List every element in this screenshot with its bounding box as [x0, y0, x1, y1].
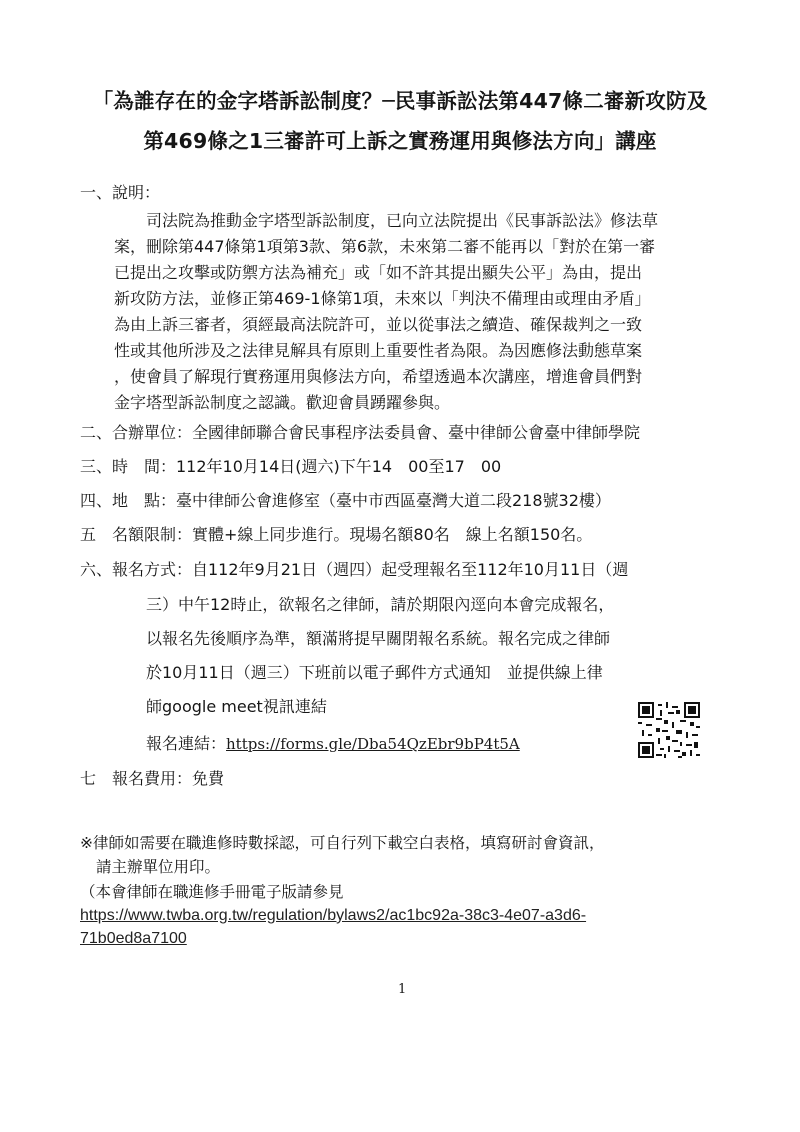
section-6-registration-line: 師google meet視訊連結 — [146, 697, 327, 716]
document-title-line-1: 「為誰存在的金字塔訴訟制度？─民事訴訟法第447條二審新攻防及 — [92, 89, 708, 113]
note-line: 請主辦單位用印。 — [96, 858, 221, 876]
page-number: 1 — [398, 982, 407, 997]
registration-link-label: 報名連結： — [146, 734, 227, 753]
document-title-line-2: 第469條之1三審許可上訴之實務運用與修法方向」講座 — [143, 129, 657, 153]
section-1-line: 金字塔型訴訟制度之認識。歡迎會員踴躍參與。 — [114, 393, 451, 412]
section-6-registration-line: 六、報名方式：自112年9月21日（週四）起受理報名至112年10月11日（週 — [80, 560, 629, 579]
section-1-line: ，使會員了解現行實務運用與修法方向，希望透過本次講座，增進會員們對 — [114, 367, 643, 386]
section-1-line: 案，刪除第447條第1項第3款、第6款，未來第二審不能再以「對於在第一審 — [114, 237, 656, 256]
section-5-quota: 五 名額限制：實體+線上同步進行。現場名額80名 線上名額150名。 — [80, 525, 593, 544]
registration-qr-code — [638, 702, 700, 758]
section-7-fee: 七 報名費用：免費 — [80, 769, 225, 788]
section-6-registration-line: 三）中午12時止，欲報名之律師，請於期限內逕向本會完成報名， — [146, 595, 615, 614]
section-2-co-organizers: 二、合辦單位：全國律師聯合會民事程序法委員會、臺中律師公會臺中律師學院 — [80, 423, 641, 442]
section-6-registration-line: 以報名先後順序為準，額滿將提早關閉報名系統。報名完成之律師 — [146, 629, 611, 648]
registration-link[interactable]: https://forms.gle/Dba54QzEbr9bP4t5A — [226, 735, 520, 753]
section-1-line: 已提出之攻擊或防禦方法為補充」或「如不許其提出顯失公平」為由，提出 — [114, 263, 643, 282]
section-1-line: 為由上訴三審者，須經最高法院許可，並以從事法之續造、確保裁判之一致 — [114, 315, 643, 334]
section-1-line: 司法院為推動金字塔型訴訟制度，已向立法院提出《民事訴訟法》修法草 — [146, 211, 659, 230]
section-1-line: 性或其他所涉及之法律見解具有原則上重要性者為限。為因應修法動態草案 — [114, 341, 643, 360]
section-6-registration-line: 於10月11日（週三）下班前以電子郵件方式通知 並提供線上律 — [146, 663, 603, 682]
section-1-heading: 一、說明： — [80, 183, 161, 202]
handbook-link-line-2[interactable]: 71b0ed8a7100 — [80, 930, 187, 947]
registration-link-row — [146, 733, 520, 755]
section-1-line: 新攻防方法，並修正第469-1條第1項，未來以「判決不備理由或理由矛盾」 — [114, 289, 651, 308]
section-3-time: 三、時 間：112年10月14日(週六)下午14 00至17 00 — [80, 457, 502, 476]
note-line: ※律師如需要在職進修時數採認，可自行列下載空白表格，填寫研討會資訊， — [80, 834, 605, 852]
note-line: （本會律師在職進修手冊電子版請參見 — [80, 883, 344, 901]
section-4-location: 四、地 點：臺中律師公會進修室（臺中市西區臺灣大道二段218號32樓） — [80, 491, 611, 510]
handbook-link-line-1[interactable]: https://www.twba.org.tw/regulation/bylaws2/ac1bc92a-38c3-4e07-a3d6- — [80, 907, 587, 924]
